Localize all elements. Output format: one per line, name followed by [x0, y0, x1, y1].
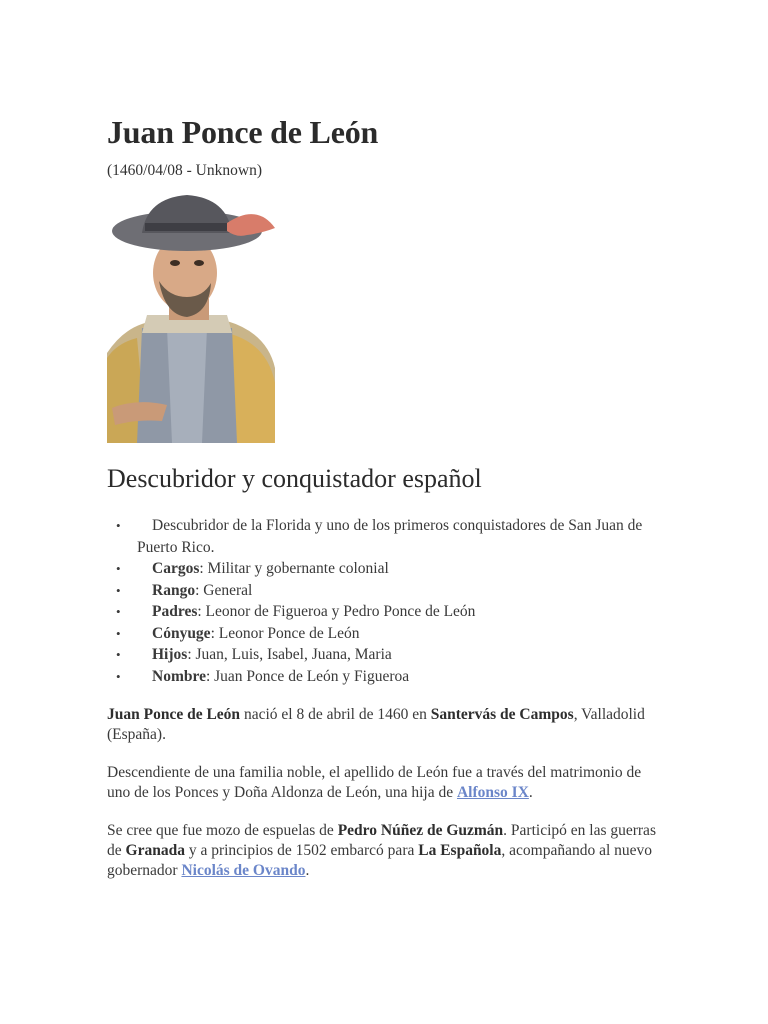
text-run: Se cree que fue mozo de espuelas de [107, 822, 338, 839]
fact-label: Nombre [152, 667, 206, 685]
section-heading: Descubridor y conquistador español [107, 464, 482, 493]
text-run: , Valladolid (España). [107, 706, 645, 743]
fact-value: : Militar y gobernante colonial [199, 560, 389, 577]
text-run: y a principios de 1502 embarcó para [184, 842, 419, 859]
fact-value: : General [195, 581, 253, 599]
bullet-icon: • [116, 668, 121, 684]
fact-label: Padres [152, 603, 198, 620]
bullet-icon: • [116, 518, 121, 533]
fact-value: : Leonor Ponce de León [210, 624, 360, 642]
list-item [107, 623, 667, 645]
bullet-icon: • [116, 604, 121, 619]
life-dates: (1460/04/08 - Unknown) [107, 162, 262, 179]
list-item [107, 558, 667, 580]
paragraph-career [107, 821, 667, 881]
fact-label: Cargos [152, 560, 200, 577]
paragraph-lineage [107, 763, 667, 803]
list-item [107, 601, 667, 623]
list-item [107, 515, 667, 558]
document-page [107, 112, 667, 881]
list-item [107, 666, 667, 688]
fact-label: Cónyuge [152, 624, 211, 642]
facts-list [107, 515, 667, 687]
list-item [107, 580, 667, 602]
page-title: Juan Ponce de León [107, 114, 379, 150]
paragraph-birth [107, 705, 667, 745]
text-run: . [305, 862, 310, 879]
alfonso-link[interactable]: Alfonso IX [456, 784, 529, 801]
bold-espanola: La Española [418, 842, 502, 859]
bold-place: Santervás de Campos [430, 706, 574, 723]
portrait-image [107, 193, 277, 443]
fact-value: : Juan Ponce de León y Figueroa [205, 667, 410, 685]
text-run: Descendiente de una familia noble, el apellido de León fue a través del matrimonio de uno de los Ponces y Doña Aldonza de León, una hija de [107, 764, 642, 801]
text-run: . [528, 784, 533, 801]
text-run: , acompañando al nuevo gobernador [107, 842, 653, 879]
list-item [107, 644, 667, 666]
text-run: nació el 8 de abril de 1460 en [240, 706, 431, 723]
bold-name: Juan Ponce de León [107, 706, 241, 723]
bullet-icon: • [116, 647, 121, 662]
list-item-text: Descubridor de la Florida y uno de los primeros conquistadores de San Juan de Puerto Rico. [137, 517, 643, 556]
bold-guzman: Pedro Núñez de Guzmán [337, 822, 504, 839]
fact-label: Rango [152, 581, 196, 599]
bullet-icon: • [116, 625, 121, 641]
bold-granada: Granada [125, 842, 185, 859]
fact-value: : Leonor de Figueroa y Pedro Ponce de León [197, 603, 476, 620]
text-run: . Participó en las guerras de [107, 822, 656, 859]
fact-value: : Juan, Luis, Isabel, Juana, Maria [187, 646, 392, 663]
bullet-icon: • [116, 561, 121, 576]
fact-label: Hijos [152, 646, 188, 663]
bullet-icon: • [116, 582, 121, 598]
ovando-link[interactable]: Nicolás de Ovando [181, 862, 306, 879]
